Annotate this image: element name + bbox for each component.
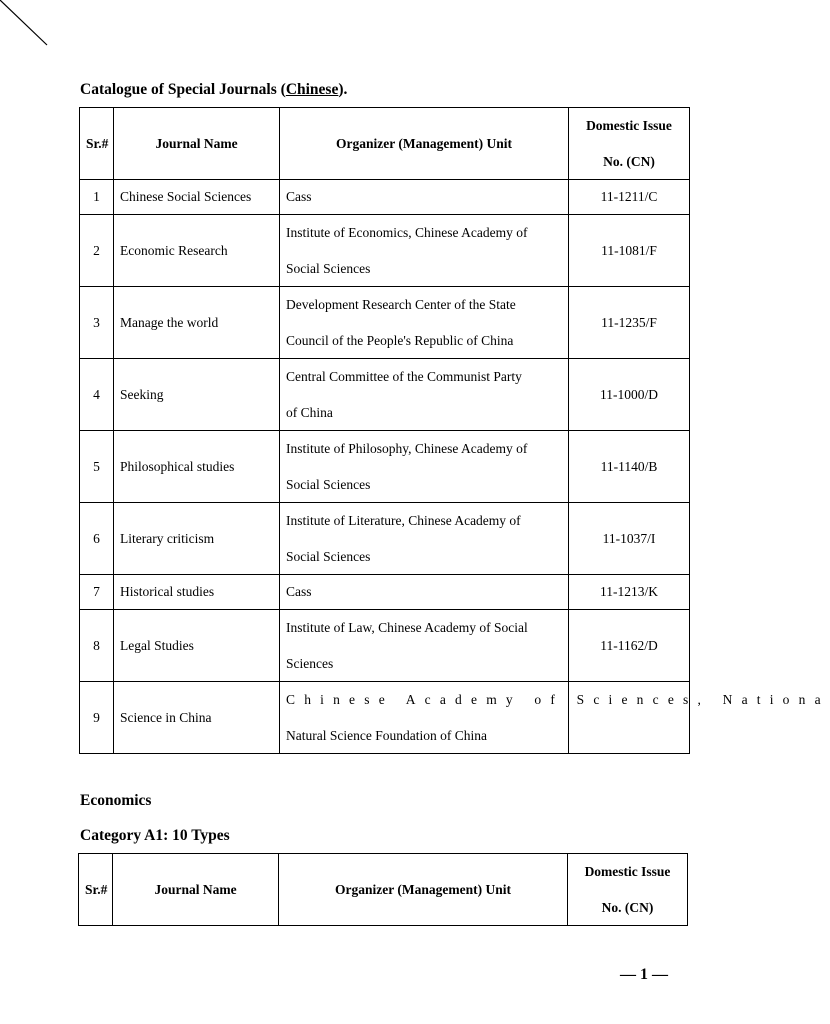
- category-table: [78, 853, 688, 926]
- organizer-line: Social Sciences: [286, 260, 371, 276]
- organizer-line: Development Research Center of the State: [286, 297, 516, 312]
- organizer-line: of China: [286, 404, 333, 420]
- table-header-row: [79, 854, 688, 926]
- header-cn-line2: No. (CN): [603, 153, 655, 169]
- title-underlined: Chinese: [285, 81, 339, 98]
- table-row: [80, 610, 690, 682]
- header-sr: Sr.#: [80, 108, 114, 180]
- cell-cn: 11-1211/C: [569, 180, 690, 215]
- header-cn: [568, 854, 688, 926]
- header-organizer: Organizer (Management) Unit: [280, 108, 569, 180]
- organizer-line: Central Committee of the Communist Party: [286, 369, 522, 384]
- header-cn-line1: Domestic Issue: [586, 118, 672, 133]
- page-title: [80, 80, 347, 100]
- header-organizer: Organizer (Management) Unit: [279, 854, 568, 926]
- organizer-line: Natural Science Foundation of China: [286, 727, 487, 743]
- cell-journal-name: Philosophical studies: [114, 431, 280, 503]
- organizer-line: Institute of Economics, Chinese Academy of: [286, 225, 528, 240]
- organizer-line: Institute of Law, Chinese Academy of Social: [286, 620, 528, 635]
- cell-journal-name: Chinese Social Sciences: [114, 180, 280, 215]
- cell-organizer: [280, 287, 569, 359]
- cell-cn: 11-1140/B: [569, 431, 690, 503]
- cell-cn: 11-1235/F: [569, 287, 690, 359]
- header-cn: [569, 108, 690, 180]
- cell-organizer: [280, 359, 569, 431]
- organizer-line: Chinese Academy of Sciences, Nationa: [286, 692, 830, 707]
- cell-journal-name: Economic Research: [114, 215, 280, 287]
- cell-journal-name: Legal Studies: [114, 610, 280, 682]
- cell-sr: 4: [80, 359, 114, 431]
- header-journal-name: Journal Name: [113, 854, 279, 926]
- cell-cn: 11-1081/F: [569, 215, 690, 287]
- table-header-row: [80, 108, 690, 180]
- cell-organizer: [280, 682, 830, 754]
- cell-journal-name: Manage the world: [114, 287, 280, 359]
- table-row: [80, 682, 690, 754]
- title-suffix: ).: [338, 81, 348, 98]
- cell-sr: 1: [80, 180, 114, 215]
- header-cn-line2: No. (CN): [601, 899, 654, 915]
- cell-organizer: Cass: [280, 180, 569, 215]
- cell-journal-name: Science in China: [114, 682, 280, 754]
- cell-organizer: [280, 431, 569, 503]
- cell-sr: 6: [80, 503, 114, 575]
- organizer-line: Sciences: [286, 655, 334, 671]
- corner-mark: [0, 0, 48, 46]
- cell-cn: 11-1162/D: [569, 610, 690, 682]
- organizer-line: Institute of Philosophy, Chinese Academy of: [286, 441, 528, 456]
- cell-organizer: [280, 610, 569, 682]
- header-journal-name: Journal Name: [114, 108, 280, 180]
- page-number: — 1 —: [620, 966, 668, 983]
- cell-sr: 2: [80, 215, 114, 287]
- journals-table: [79, 107, 830, 754]
- cell-sr: 5: [80, 431, 114, 503]
- cell-journal-name: Literary criticism: [114, 503, 280, 575]
- organizer-line: Social Sciences: [286, 548, 371, 564]
- table-row: [80, 359, 690, 431]
- table-row: [80, 287, 690, 359]
- cell-sr: 7: [80, 575, 114, 610]
- organizer-line: Social Sciences: [286, 476, 371, 492]
- header-sr: Sr.#: [79, 854, 113, 926]
- table-row: [80, 215, 690, 287]
- cell-organizer: [280, 215, 569, 287]
- section-heading: Economics: [80, 792, 152, 809]
- table-row: [80, 431, 690, 503]
- cell-cn: 11-1037/I: [569, 503, 690, 575]
- cell-journal-name: Historical studies: [114, 575, 280, 610]
- cell-sr: 9: [80, 682, 114, 754]
- cell-cn: 11-1000/D: [569, 359, 690, 431]
- table-row: [80, 180, 690, 215]
- cell-organizer: [280, 503, 569, 575]
- organizer-line: Council of the People's Republic of China: [286, 332, 514, 348]
- cell-organizer: Cass: [280, 575, 569, 610]
- cell-journal-name: Seeking: [114, 359, 280, 431]
- cell-cn: 11-1213/K: [569, 575, 690, 610]
- category-heading: Category A1: 10 Types: [80, 827, 230, 844]
- title-prefix: Catalogue of Special Journals (: [80, 81, 286, 98]
- table-row: [80, 503, 690, 575]
- cell-sr: 3: [80, 287, 114, 359]
- table-row: [80, 575, 690, 610]
- cell-sr: 8: [80, 610, 114, 682]
- header-cn-line1: Domestic Issue: [584, 864, 671, 879]
- organizer-line: Institute of Literature, Chinese Academy of: [286, 513, 521, 528]
